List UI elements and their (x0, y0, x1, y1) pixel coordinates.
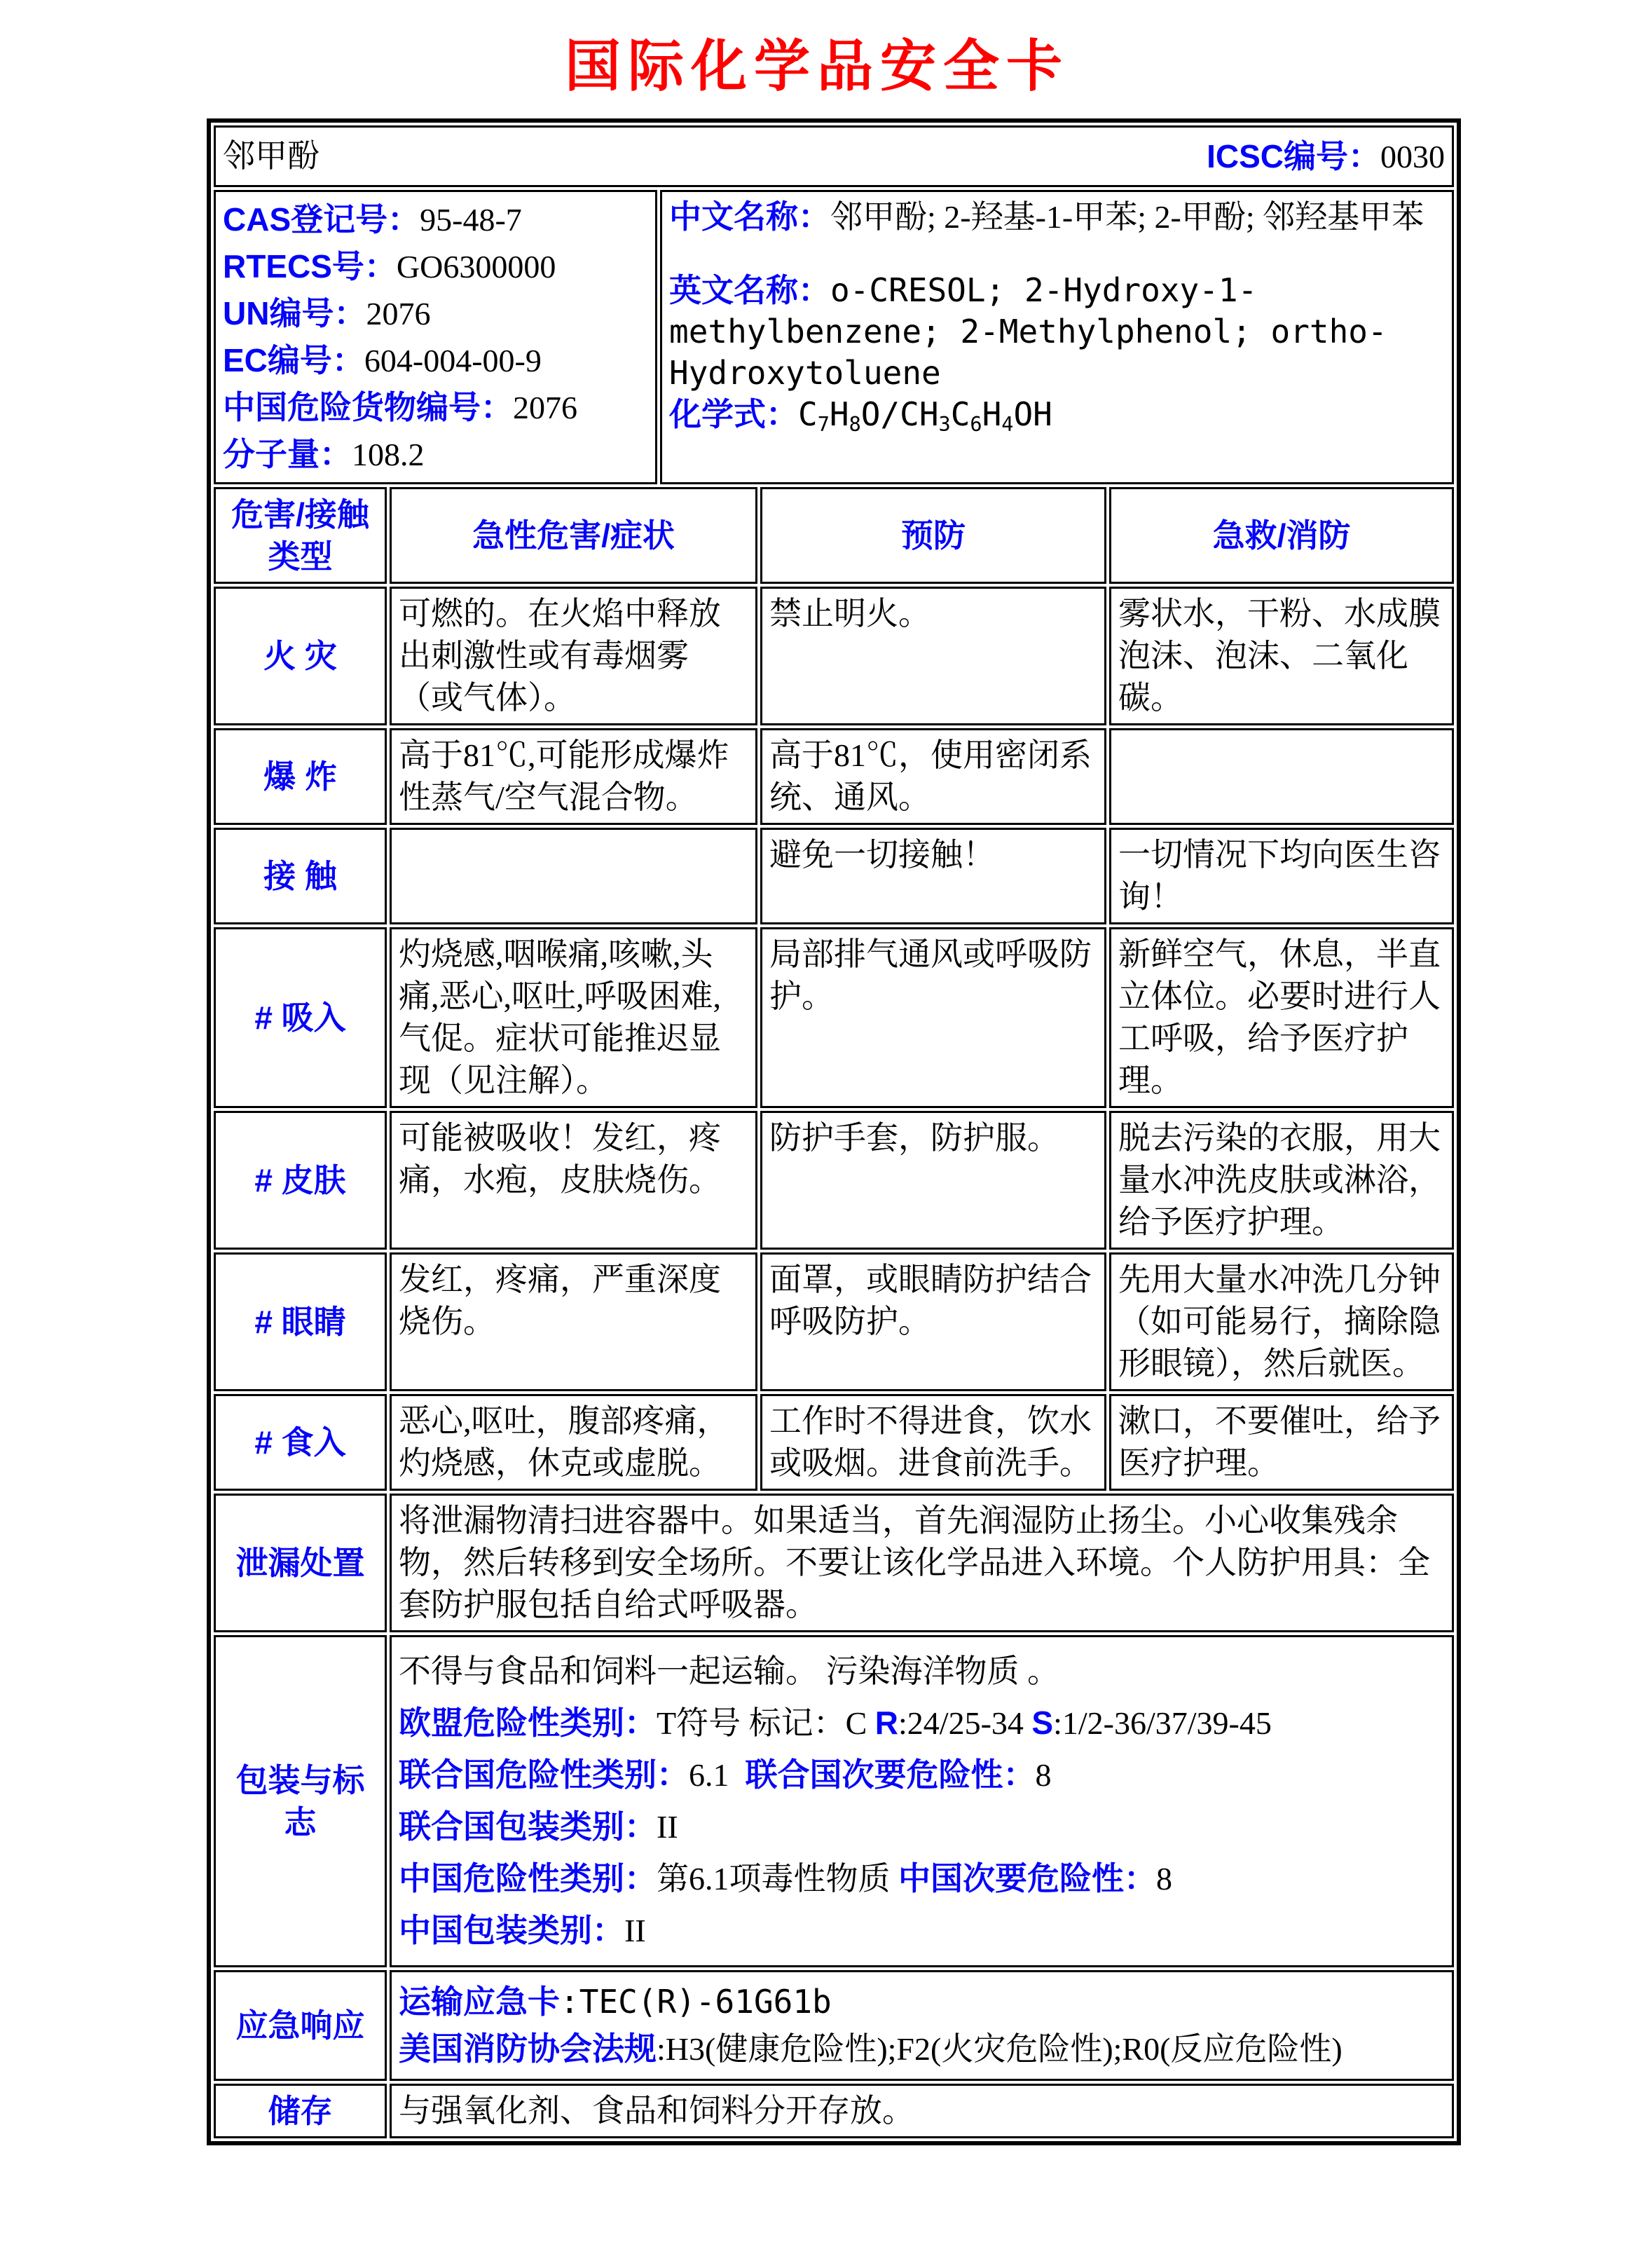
section-line (399, 1754, 1445, 1796)
hazard-header-prevention: 预防 (760, 487, 1106, 584)
hazard-type-cell: # 皮肤 (214, 1111, 387, 1250)
formula-text: H (982, 395, 1002, 433)
hazard-header-symptoms: 急性危害/症状 (390, 487, 757, 584)
section-line-text: 8 (1156, 1861, 1172, 1897)
section-line-label: 联合国次要危险性： (745, 1756, 1036, 1793)
hazard-row (214, 728, 1454, 825)
section-line (399, 2090, 1445, 2132)
hazard-response-cell: 漱口，不要催吐，给予医疗护理。 (1109, 1394, 1454, 1491)
formula-label: 化学式： (669, 396, 798, 432)
section-line (399, 1651, 1445, 1693)
identifier-line (223, 431, 648, 478)
section-line-text: 与强氧化剂、食品和饲料分开存放。 (399, 2093, 914, 2129)
section-line-text: II (657, 1809, 678, 1845)
hazard-response-cell (1109, 728, 1454, 825)
formula-text: O/CH (860, 395, 939, 433)
substance-header-cell (214, 125, 1454, 187)
icsc-number-label: ICSC编号： (1207, 137, 1380, 175)
section-line-text: 6.1 (689, 1757, 746, 1793)
formula-subscript: 3 (938, 412, 951, 436)
section-label-cell: 泄漏处置 (214, 1494, 387, 1632)
section-line-label: 运输应急卡 (399, 1983, 560, 2020)
hazard-prevention-cell: 防护手套，防护服。 (760, 1111, 1106, 1250)
hazard-response-cell: 新鲜空气，休息，半直立体位。必要时进行人工呼吸，给予医疗护理。 (1109, 927, 1454, 1108)
section-line-label: 联合国危险性类别： (399, 1756, 689, 1793)
hazard-symptoms-cell (390, 828, 757, 924)
hazard-row (214, 587, 1454, 725)
identifier-label: RTECS号： (223, 248, 397, 285)
identifier-line (223, 384, 648, 431)
substance-name: 邻甲酚 (223, 138, 320, 174)
formula-subscript: 7 (817, 412, 830, 436)
hazard-prevention-cell: 高于81℃，使用密闭系统、通风。 (760, 728, 1106, 825)
section-line-text: :TEC(R)-61G61b (560, 1983, 832, 2021)
section-line (399, 1805, 1445, 1848)
hazard-row (214, 927, 1454, 1108)
identifier-value: 2076 (366, 296, 431, 332)
section-line-label: 联合国包装类别： (399, 1808, 657, 1845)
hazard-symptoms-cell: 灼烧感,咽喉痛,咳嗽,头痛,恶心,呕吐,呼吸困难,气促。症状可能推迟显现（见注解）。 (390, 927, 757, 1108)
hazard-type-cell: # 食入 (214, 1394, 387, 1491)
info-section-row (214, 1970, 1454, 2081)
hazard-type-cell: 火 灾 (214, 587, 387, 725)
hazard-type-cell: # 眼睛 (214, 1252, 387, 1391)
section-content-cell (390, 1494, 1454, 1632)
hazard-prevention-cell: 局部排气通风或呼吸防护。 (760, 927, 1106, 1108)
info-section-row (214, 2084, 1454, 2138)
section-label-cell: 应急响应 (214, 1970, 387, 2081)
section-content-cell (390, 2084, 1454, 2138)
hazard-row (214, 1111, 1454, 1250)
section-line-label: 中国危险性类别： (399, 1860, 657, 1897)
hazard-header-response: 急救/消防 (1109, 487, 1454, 584)
hazard-type-cell: # 吸入 (214, 927, 387, 1108)
section-line-label: 中国次要危险性： (898, 1860, 1156, 1897)
formula-value (798, 395, 1052, 436)
hazard-header-type: 危害/接触类型 (214, 487, 387, 584)
hazard-symptoms-cell: 可能被吸收！发红，疼痛，水疱，皮肤烧伤。 (390, 1111, 757, 1250)
section-line (399, 1702, 1445, 1744)
identifier-list (214, 190, 657, 484)
hazard-row (214, 1394, 1454, 1491)
substance-header-row (214, 125, 1454, 187)
hazard-response-cell: 脱去污染的衣服，用大量水冲洗皮肤或淋浴，给予医疗护理。 (1109, 1111, 1454, 1250)
identifier-label: 中国危险货物编号： (223, 389, 513, 425)
section-line-text: 8 (1035, 1757, 1052, 1793)
formula-text: H (829, 395, 849, 433)
hazard-symptoms-cell: 恶心,呕吐，腹部疼痛，灼烧感，休克或虚脱。 (390, 1394, 757, 1491)
english-name-label: 英文名称： (669, 272, 830, 308)
hazard-prevention-cell: 避免一切接触！ (760, 828, 1106, 924)
page-title: 国际化学品安全卡 (565, 36, 1069, 98)
section-line-text: T符号 标记：C (657, 1705, 875, 1741)
identifier-line (223, 196, 648, 243)
hazard-type-cell: 爆 炸 (214, 728, 387, 825)
hazard-type-cell: 接 触 (214, 828, 387, 924)
section-line-text: II (624, 1913, 646, 1948)
section-line (399, 1500, 1445, 1626)
hazard-symptoms-cell: 发红，疼痛，严重深度烧伤。 (390, 1252, 757, 1391)
identification-row (214, 190, 1454, 484)
formula-subscript: 6 (970, 412, 982, 436)
section-label-cell: 包装与标志 (214, 1635, 387, 1967)
hazard-table-header (214, 487, 1454, 584)
identifier-value: 95-48-7 (420, 202, 522, 238)
formula-text: OH (1013, 395, 1052, 433)
section-line-label: 中国包装类别： (399, 1912, 624, 1948)
info-section-row (214, 1494, 1454, 1632)
identifier-value: 2076 (513, 390, 577, 425)
section-line-text: :H3(健康危险性);F2(火灾危险性);R0(反应危险性) (657, 2031, 1343, 2067)
section-line-label: 欧盟危险性类别： (399, 1705, 657, 1741)
hazard-row (214, 1252, 1454, 1391)
hazard-response-cell: 先用大量水冲洗几分钟（如可能易行，摘除隐形眼镜），然后就医。 (1109, 1252, 1454, 1391)
section-line-label: R (874, 1705, 899, 1741)
hazard-response-cell: 雾状水，干粉、水成膜泡沫、泡沫、二氧化碳。 (1109, 587, 1454, 725)
identifier-value: 108.2 (352, 437, 425, 472)
hazard-row (214, 828, 1454, 924)
icsc-number-value: 0030 (1380, 138, 1445, 175)
identifier-label: EC编号： (223, 342, 364, 378)
hazard-symptoms-cell: 可燃的。在火焰中释放出刺激性或有毒烟雾（或气体）。 (390, 587, 757, 725)
identifier-label: CAS登记号： (223, 201, 420, 238)
hazard-response-cell: 一切情况下均向医生咨询！ (1109, 828, 1454, 924)
hazard-prevention-cell: 工作时不得进食，饮水或吸烟。进食前洗手。 (760, 1394, 1106, 1491)
section-content-cell (390, 1970, 1454, 2081)
section-line-text: :1/2-36/37/39-45 (1053, 1705, 1272, 1741)
identifier-line (223, 337, 648, 384)
chinese-name-label: 中文名称： (669, 198, 830, 235)
section-line-text: :24/25-34 (898, 1705, 1032, 1741)
formula-text: C (950, 395, 970, 433)
section-line (399, 1857, 1445, 1900)
section-line (399, 2028, 1445, 2070)
section-line-label: 美国消防协会法规 (399, 2030, 657, 2067)
section-line (399, 1909, 1445, 1952)
names-cell (660, 190, 1454, 484)
section-line-text: 不得与食品和饲料一起运输。 污染海洋物质 。 (399, 1653, 1059, 1689)
formula-subscript: 8 (849, 412, 861, 436)
section-line (399, 1981, 1445, 2023)
identifier-value: GO6300000 (396, 249, 556, 285)
icsc-card (207, 118, 1461, 2145)
identifier-label: UN编号： (223, 295, 366, 332)
identifier-line (223, 243, 648, 290)
english-name-line (669, 270, 1445, 394)
info-section-row (214, 1635, 1454, 1967)
chinese-name-line (669, 196, 1445, 238)
formula-subscript: 4 (1001, 412, 1014, 436)
hazard-symptoms-cell: 高于81℃,可能形成爆炸性蒸气/空气混合物。 (390, 728, 757, 825)
identifier-label: 分子量： (223, 436, 352, 472)
section-content-cell (390, 1635, 1454, 1967)
section-line-text: 将泄漏物清扫进容器中。如果适当，首先润湿防止扬尘。小心收集残余物，然后转移到安全场所。不要让该化学品进入环境。个人防护用具：全套防护服包括自给式呼吸器。 (399, 1503, 1430, 1623)
hazard-prevention-cell: 禁止明火。 (760, 587, 1106, 725)
section-line-label: S (1031, 1705, 1054, 1741)
section-label-cell: 储存 (214, 2084, 387, 2138)
formula-line (669, 394, 1445, 439)
identifier-line (223, 290, 648, 337)
icsc-number-group (1207, 135, 1445, 178)
chinese-name-value: 邻甲酚; 2-羟基-1-甲苯; 2-甲酚; 邻羟基甲苯 (830, 199, 1424, 235)
hazard-prevention-cell: 面罩，或眼睛防护结合呼吸防护。 (760, 1252, 1106, 1391)
formula-text: C (798, 395, 818, 433)
section-line-text: 第6.1项毒性物质 (657, 1861, 898, 1897)
identifier-value: 604-004-00-9 (364, 343, 542, 378)
english-name-value: o-CRESOL; 2-Hydroxy-1-methylbenzene; 2-Methylphenol; ortho-Hydroxytoluene (669, 271, 1387, 392)
